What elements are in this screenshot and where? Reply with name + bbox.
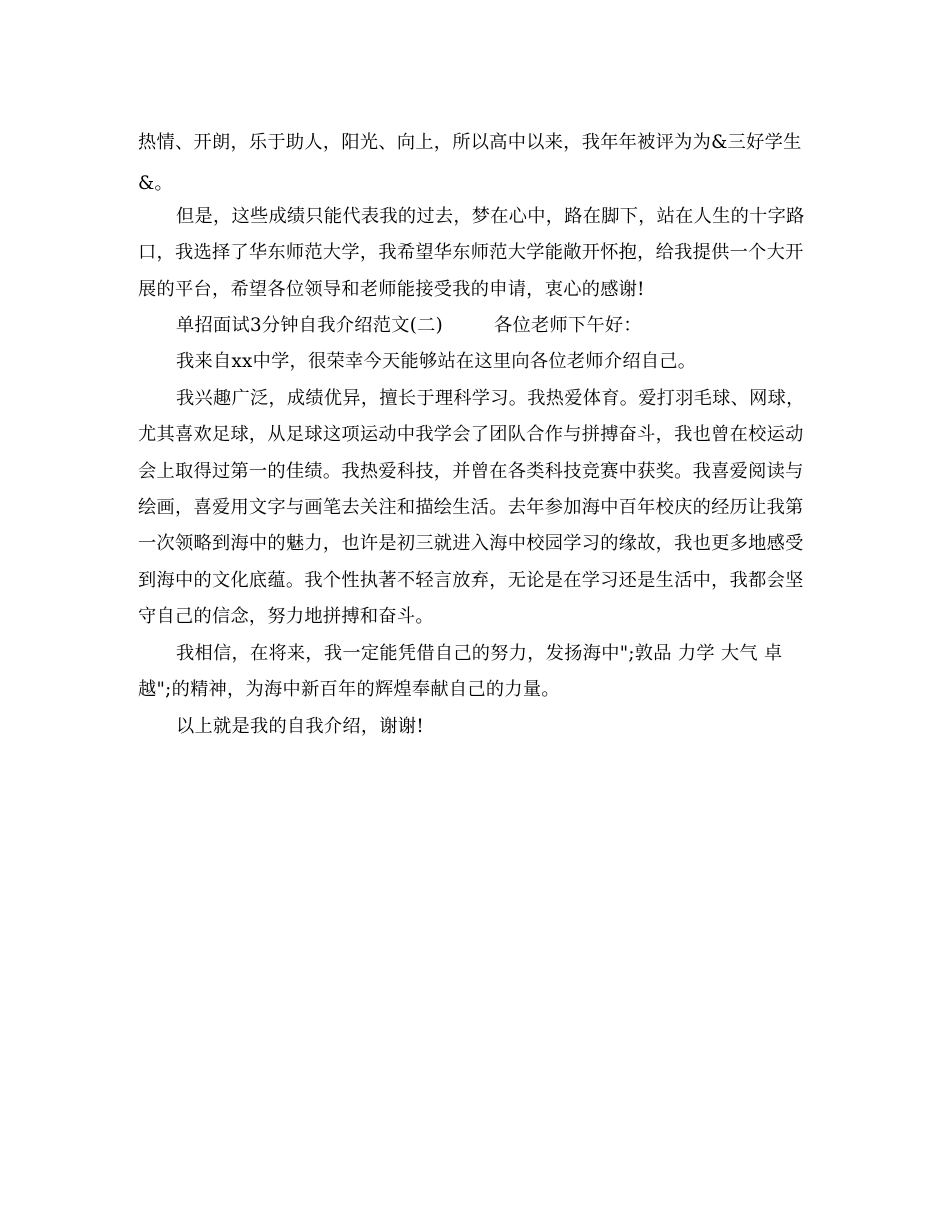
paragraph-6-line-2: 越";的精神，为海中新百年的辉煌奉献自己的力量。 [138, 679, 560, 700]
paragraph-5-line-6: 到海中的文化底蕴。我个性执著不轻言放弃，无论是在学习还是生活中，我都会坚 [138, 570, 804, 591]
greeting: 各位老师下午好： [494, 315, 642, 336]
paragraph-5-line-2: 尤其喜欢足球，从足球这项运动中我学会了团队合作与拼搏奋斗，我也曾在校运动 [138, 424, 804, 445]
article-title: 单招面试3分钟自我介绍范文(二) [176, 315, 444, 336]
paragraph-5-line-7: 守自己的信念，努力地拼搏和奋斗。 [138, 606, 434, 627]
paragraph-2-line-2: 口，我选择了华东师范大学，我希望华东师范大学能敞开怀抱，给我提供一个大开 [138, 242, 804, 263]
paragraph-2-line-3: 展的平台，希望各位领导和老师能接受我的申请，衷心的感谢! [138, 279, 645, 300]
paragraph-5-line-5: 一次领略到海中的魅力，也许是初三就进入海中校园学习的缘故，我也更多地感受 [138, 533, 804, 554]
paragraph-7-line-1: 以上就是我的自我介绍，谢谢! [176, 716, 424, 737]
paragraph-5-line-1: 我兴趣广泛，成绩优异，擅长于理科学习。我热爱体育。爱打羽毛球、网球， [176, 388, 805, 409]
paragraph-6-line-1: 我相信，在将来，我一定能凭借自己的努力，发扬海中";敦品 力学 大气 卓 [176, 643, 783, 664]
paragraph-1-line-1: 热情、开朗，乐于助人，阳光、向上，所以高中以来，我年年被评为为&三好学生 [138, 132, 802, 153]
paragraph-2-line-1: 但是，这些成绩只能代表我的过去，梦在心中，路在脚下，站在人生的十字路 [176, 206, 805, 227]
paragraph-5-line-3: 会上取得过第一的佳绩。我热爱科技，并曾在各类科技竞赛中获奖。我喜爱阅读与 [138, 461, 804, 482]
paragraph-5-line-4: 绘画，喜爱用文字与画笔去关注和描绘生活。去年参加海中百年校庆的经历让我第 [138, 497, 804, 518]
paragraph-1-line-2: &。 [138, 173, 173, 194]
paragraph-4-line-1: 我来自xx中学，很荣幸今天能够站在这里向各位老师介绍自己。 [176, 351, 697, 372]
